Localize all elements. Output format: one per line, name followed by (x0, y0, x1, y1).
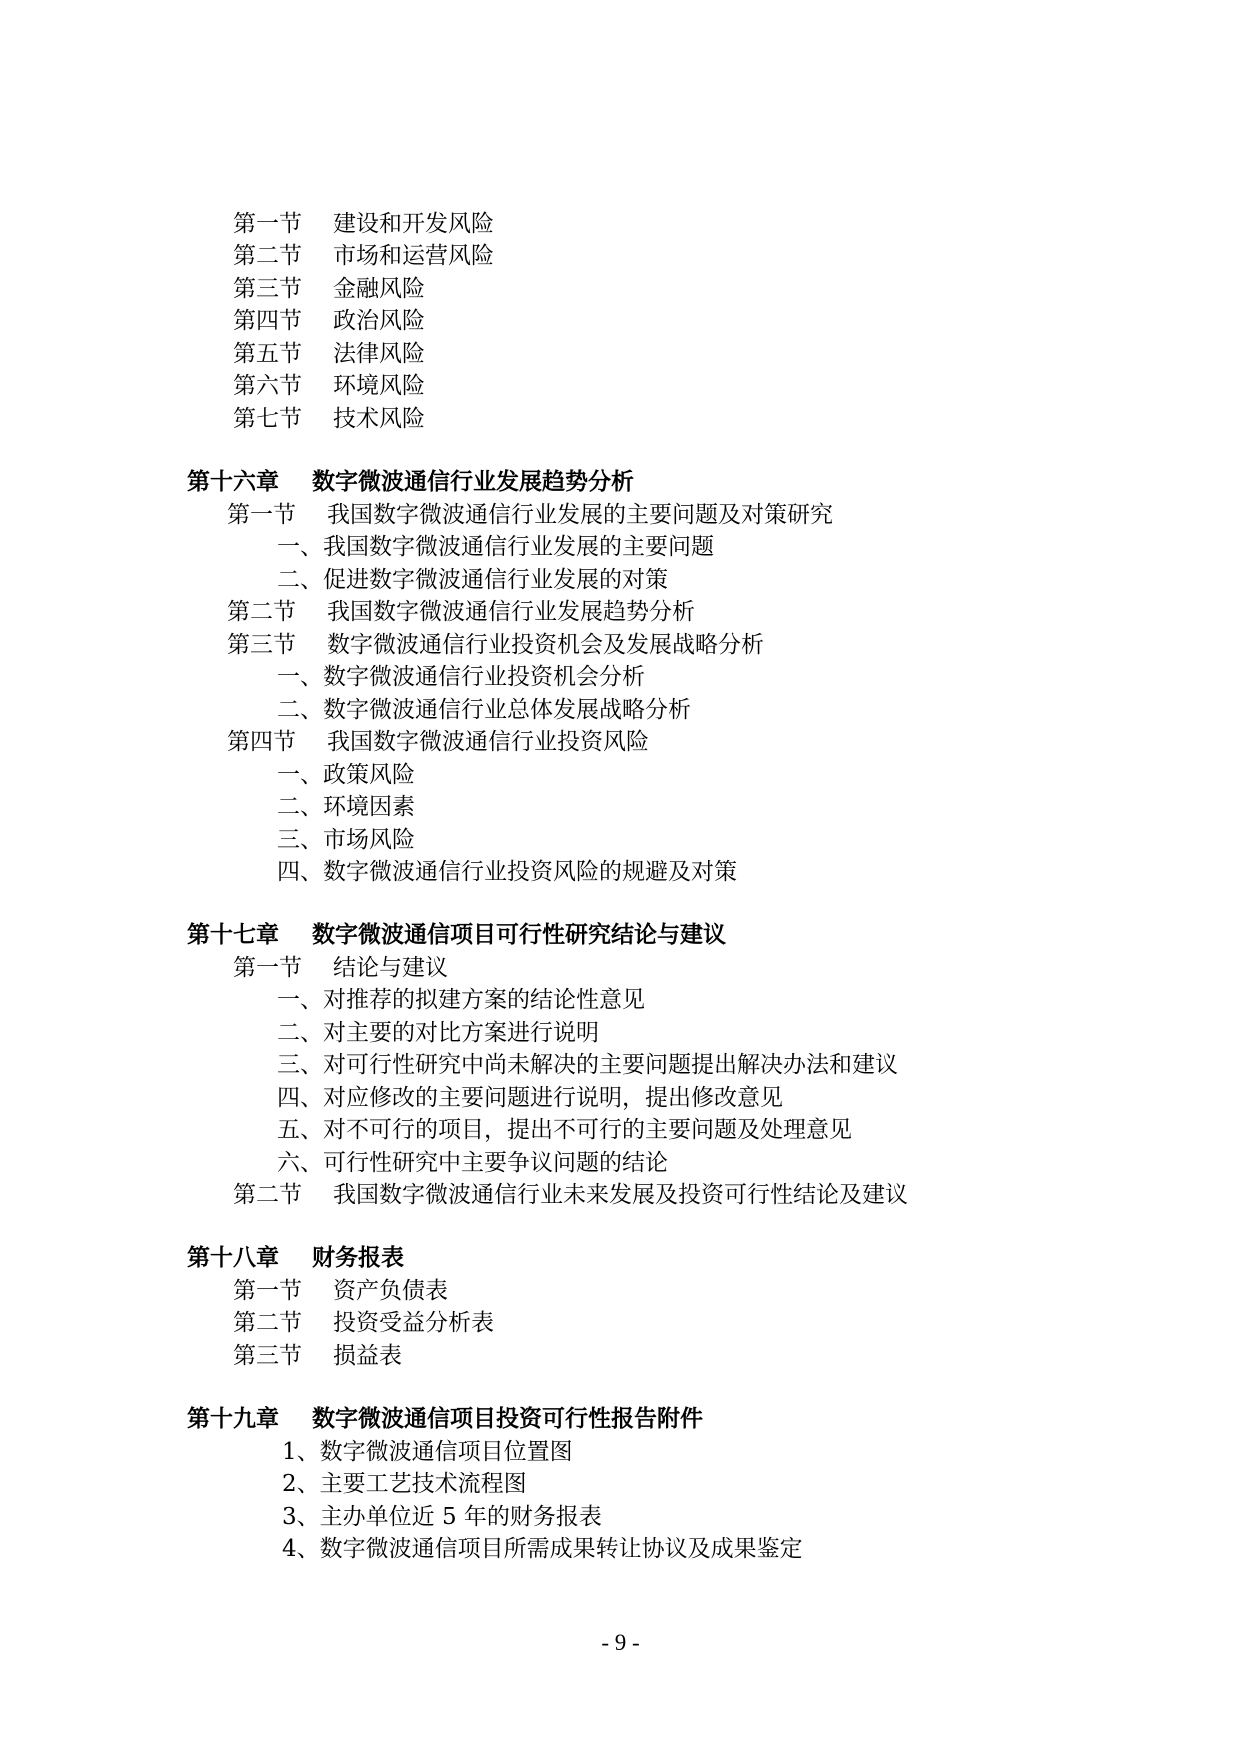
toc-item: 二、对主要的对比方案进行说明 (277, 1020, 599, 1046)
chapter-title: 财务报表 (312, 1245, 404, 1271)
toc-section (233, 404, 425, 434)
section-label: 第三节 (227, 632, 296, 658)
toc-item: 六、可行性研究中主要争议问题的结论 (277, 1150, 668, 1176)
toc-item: 一、政策风险 (277, 762, 415, 788)
toc-item: 二、促进数字微波通信行业发展的对策 (277, 567, 668, 593)
section-title: 我国数字微波通信行业投资风险 (327, 729, 649, 755)
toc-chapter (187, 1404, 703, 1434)
section-label: 第三节 (233, 1343, 302, 1369)
section-label: 第一节 (233, 955, 302, 981)
toc-item: 2、主要工艺技术流程图 (282, 1471, 527, 1497)
section-label: 第二节 (233, 1182, 302, 1208)
chapter-label: 第十九章 (187, 1406, 279, 1432)
toc-section (233, 1180, 908, 1210)
section-title: 损益表 (333, 1343, 402, 1369)
section-title: 我国数字微波通信行业未来发展及投资可行性结论及建议 (333, 1182, 908, 1208)
toc-section (227, 630, 764, 660)
toc-section (233, 1341, 402, 1371)
section-label: 第四节 (227, 729, 296, 755)
section-label: 第一节 (227, 502, 296, 528)
chapter-label: 第十八章 (187, 1245, 279, 1271)
toc-section (233, 241, 494, 271)
section-label: 第二节 (233, 243, 302, 269)
toc-item: 一、对推荐的拟建方案的结论性意见 (277, 987, 645, 1013)
section-title: 我国数字微波通信行业发展的主要问题及对策研究 (327, 502, 833, 528)
section-title: 资产负债表 (333, 1278, 448, 1304)
section-title: 金融风险 (333, 276, 425, 302)
toc-item: 3、主办单位近 5 年的财务报表 (282, 1504, 602, 1530)
toc-item: 五、对不可行的项目，提出不可行的主要问题及处理意见 (277, 1117, 852, 1143)
toc-chapter (187, 1243, 404, 1273)
section-label: 第六节 (233, 373, 302, 399)
toc-section (233, 953, 448, 983)
toc-item: 三、对可行性研究中尚未解决的主要问题提出解决办法和建议 (277, 1052, 898, 1078)
section-title: 法律风险 (333, 341, 425, 367)
section-label: 第五节 (233, 341, 302, 367)
section-title: 市场和运营风险 (333, 243, 494, 269)
toc-chapter (187, 920, 726, 950)
section-label: 第一节 (233, 1278, 302, 1304)
toc-chapter (187, 467, 634, 497)
toc-section (227, 597, 695, 627)
chapter-title: 数字微波通信项目可行性研究结论与建议 (312, 922, 726, 948)
section-title: 我国数字微波通信行业发展趋势分析 (327, 599, 695, 625)
section-title: 技术风险 (333, 406, 425, 432)
section-label: 第二节 (227, 599, 296, 625)
chapter-title: 数字微波通信行业发展趋势分析 (312, 469, 634, 495)
toc-section (233, 274, 425, 304)
toc-item: 4、数字微波通信项目所需成果转让协议及成果鉴定 (282, 1536, 803, 1562)
toc-item: 二、环境因素 (277, 794, 415, 820)
section-title: 投资受益分析表 (333, 1310, 494, 1336)
toc-section (233, 371, 425, 401)
section-title: 结论与建议 (333, 955, 448, 981)
toc-item: 1、数字微波通信项目位置图 (282, 1439, 573, 1465)
section-label: 第一节 (233, 211, 302, 237)
chapter-label: 第十七章 (187, 922, 279, 948)
toc-item: 四、数字微波通信行业投资风险的规避及对策 (277, 859, 737, 885)
toc-section (227, 500, 833, 530)
toc-section (233, 339, 425, 369)
toc-item: 二、数字微波通信行业总体发展战略分析 (277, 697, 691, 723)
toc-section (227, 727, 649, 757)
toc-item: 一、我国数字微波通信行业发展的主要问题 (277, 534, 714, 560)
toc-section (233, 1276, 448, 1306)
toc-item: 一、数字微波通信行业投资机会分析 (277, 664, 645, 690)
toc-item: 三、市场风险 (277, 827, 415, 853)
chapter-label: 第十六章 (187, 469, 279, 495)
toc-section (233, 306, 425, 336)
toc-section (233, 1308, 494, 1338)
section-title: 政治风险 (333, 308, 425, 334)
section-label: 第四节 (233, 308, 302, 334)
toc-section (233, 209, 494, 239)
section-label: 第七节 (233, 406, 302, 432)
page-number: - 9 - (601, 1630, 640, 1655)
section-label: 第三节 (233, 276, 302, 302)
section-title: 环境风险 (333, 373, 425, 399)
chapter-title: 数字微波通信项目投资可行性报告附件 (312, 1406, 703, 1432)
section-title: 建设和开发风险 (333, 211, 494, 237)
section-title: 数字微波通信行业投资机会及发展战略分析 (327, 632, 764, 658)
toc-item: 四、对应修改的主要问题进行说明，提出修改意见 (277, 1085, 783, 1111)
section-label: 第二节 (233, 1310, 302, 1336)
